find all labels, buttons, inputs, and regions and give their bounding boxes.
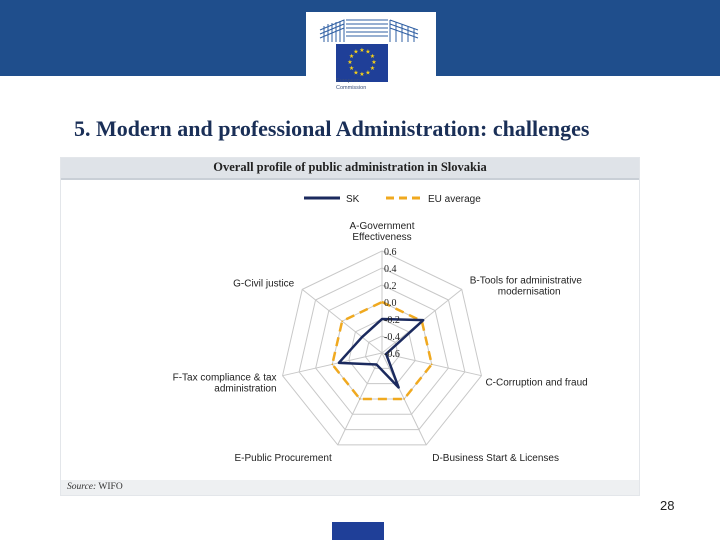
data-point	[398, 387, 400, 389]
page-title: 5. Modern and professional Administration: challenges	[74, 116, 590, 141]
svg-text:★: ★	[353, 48, 359, 56]
eu-flag-footer	[332, 522, 384, 540]
axis-label-line: C-Corruption and fraud	[485, 377, 588, 389]
chart-figure	[60, 157, 640, 496]
axis-label-line: G-Civil justice	[233, 278, 295, 290]
axis-label	[485, 378, 587, 389]
svg-text:★: ★	[347, 59, 353, 66]
axis-label-line: A-Government	[349, 221, 415, 232]
tick-label: 0.2	[384, 281, 397, 292]
tick-label: -0.2	[384, 315, 400, 326]
data-point	[431, 364, 433, 366]
data-point	[359, 398, 361, 400]
data-point	[376, 364, 378, 366]
data-point	[341, 320, 343, 322]
svg-text:★: ★	[369, 53, 376, 60]
tick-label: 0.0	[384, 298, 397, 309]
european-commission-logo	[306, 12, 436, 98]
axis-label-line: B-Tools for administrative	[469, 275, 583, 287]
svg-text:★: ★	[359, 47, 365, 54]
svg-text:★: ★	[353, 69, 359, 77]
chart-legend	[304, 194, 481, 205]
page-number: 28	[660, 498, 675, 513]
data-point	[403, 398, 405, 400]
logo-text-line1: European	[336, 78, 360, 84]
legend-label: EU average	[428, 194, 481, 205]
source-label: Source:	[67, 482, 97, 492]
axis-label-line: Effectiveness	[352, 232, 412, 243]
svg-text:★: ★	[348, 65, 355, 72]
axis-label-line: E-Public Procurement	[234, 452, 332, 464]
radar-chart	[61, 158, 639, 480]
tick-label: -0.6	[384, 349, 400, 360]
eu-flag	[336, 44, 388, 82]
data-point	[422, 319, 424, 321]
chart-title: Overall profile of public administration in Slovakia	[213, 160, 487, 174]
axis-label-line: administration	[214, 383, 277, 395]
svg-text:★: ★	[369, 65, 376, 72]
svg-text:★: ★	[365, 48, 371, 56]
legend-label: SK	[346, 194, 360, 205]
axis-label-line: modernisation	[497, 286, 561, 298]
chart-source	[67, 482, 123, 492]
axis-label	[432, 453, 559, 464]
source-band	[61, 480, 639, 495]
tick-label: 0.6	[384, 247, 397, 258]
tick-label: 0.4	[384, 264, 397, 275]
axis-label	[470, 275, 583, 297]
svg-text:★: ★	[348, 53, 355, 60]
axis-label-line: F-Tax compliance & tax	[172, 372, 277, 384]
axis-label-line: D-Business Start & Licenses	[432, 452, 559, 464]
logo-text-line2: Commission	[336, 85, 367, 91]
data-point	[361, 336, 363, 338]
data-point	[381, 301, 383, 303]
svg-text:★: ★	[365, 69, 371, 77]
source-value: WIFO	[98, 482, 123, 492]
axis-label	[234, 453, 331, 464]
axis-label	[173, 373, 277, 395]
axis-label	[233, 278, 295, 289]
tick-label: -0.4	[384, 332, 400, 343]
eu-stars-icon	[336, 44, 388, 82]
data-point	[331, 364, 333, 366]
svg-text:★: ★	[359, 71, 365, 78]
svg-text:★: ★	[371, 59, 377, 66]
axis-label	[349, 221, 414, 243]
data-point	[381, 318, 383, 320]
data-point	[338, 362, 340, 364]
